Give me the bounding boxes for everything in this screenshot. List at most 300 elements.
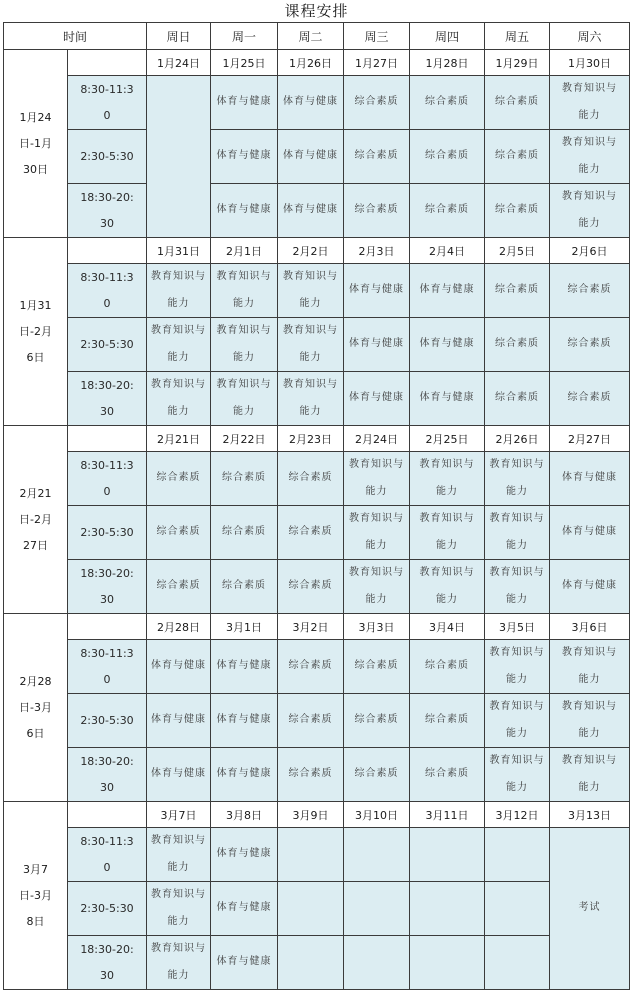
date-cell	[211, 50, 278, 76]
course-cell	[147, 828, 211, 882]
course-cell	[278, 560, 344, 614]
date-cell	[344, 238, 410, 264]
date-cell-text: 2月23日	[289, 432, 333, 446]
course-cell	[344, 748, 410, 802]
time-slot	[68, 936, 147, 990]
course-cell-text: 教育知识与能力	[151, 889, 207, 927]
course-cell-text: 综合素质	[354, 150, 399, 162]
date-cell	[550, 614, 630, 640]
course-cell	[147, 506, 211, 560]
table-row	[4, 76, 630, 130]
course-cell	[278, 640, 344, 694]
course-cell-text: 体育与健康	[216, 660, 272, 672]
time-slot	[68, 264, 147, 318]
date-cell-text: 2月28日	[157, 620, 201, 634]
course-cell	[147, 694, 211, 748]
day-header: 周五	[485, 23, 550, 50]
day-header: 周六	[550, 23, 630, 50]
date-cell-text: 3月6日	[571, 620, 608, 634]
course-cell-text: 教育知识与能力	[489, 459, 545, 497]
course-cell-text: 体育与健康	[283, 150, 339, 162]
course-cell	[410, 372, 485, 426]
course-cell	[278, 372, 344, 426]
time-slot-text: 18:30-20:30	[80, 754, 134, 794]
date-cell-text: 3月13日	[568, 808, 612, 822]
course-cell-empty	[410, 828, 485, 882]
course-cell-text: 综合素质	[495, 338, 540, 350]
course-cell	[410, 76, 485, 130]
date-cell	[550, 50, 630, 76]
course-cell-text: 教育知识与能力	[562, 701, 618, 739]
course-cell	[278, 506, 344, 560]
time-header: 时间	[4, 23, 147, 50]
date-cell	[211, 802, 278, 828]
course-cell	[344, 640, 410, 694]
date-row-spacer	[68, 50, 147, 76]
course-cell-text: 教育知识与能力	[151, 835, 207, 873]
course-cell	[344, 318, 410, 372]
time-slot	[68, 76, 147, 130]
course-cell-text: 教育知识与能力	[349, 459, 405, 497]
course-cell	[147, 640, 211, 694]
course-cell-empty	[278, 828, 344, 882]
course-cell	[211, 318, 278, 372]
date-row-spacer	[68, 802, 147, 828]
date-cell-text: 2月24日	[355, 432, 399, 446]
course-cell	[278, 264, 344, 318]
course-cell	[485, 694, 550, 748]
course-cell	[147, 372, 211, 426]
date-cell	[550, 238, 630, 264]
course-cell-text: 教育知识与能力	[562, 647, 618, 685]
date-cell	[485, 426, 550, 452]
week-label	[4, 50, 68, 238]
course-cell	[410, 506, 485, 560]
course-cell	[278, 452, 344, 506]
course-cell-text: 教育知识与能力	[419, 513, 475, 551]
day-header: 周一	[211, 23, 278, 50]
course-cell	[211, 372, 278, 426]
course-cell-empty	[485, 882, 550, 936]
time-slot	[68, 452, 147, 506]
course-cell	[410, 184, 485, 238]
course-cell	[410, 640, 485, 694]
time-slot-text: 2:30-5:30	[80, 901, 134, 915]
time-slot	[68, 748, 147, 802]
course-cell	[550, 184, 630, 238]
time-slot-text: 18:30-20:30	[80, 378, 134, 418]
course-cell-text: 综合素质	[425, 768, 470, 780]
table-row	[4, 452, 630, 506]
course-cell-empty	[344, 882, 410, 936]
course-cell-text: 综合素质	[288, 714, 333, 726]
table-row	[4, 694, 630, 748]
time-slot-text: 2:30-5:30	[80, 713, 134, 727]
course-cell-text: 综合素质	[495, 392, 540, 404]
week-label	[4, 426, 68, 614]
course-cell-empty	[485, 828, 550, 882]
course-cell	[485, 130, 550, 184]
course-cell	[550, 452, 630, 506]
date-cell-text: 3月5日	[499, 620, 536, 634]
course-cell-text: 综合素质	[425, 660, 470, 672]
course-cell-text: 综合素质	[425, 204, 470, 216]
course-cell-empty	[344, 828, 410, 882]
date-cell-text: 3月4日	[429, 620, 466, 634]
date-cell-text: 3月10日	[355, 808, 399, 822]
table-row	[4, 506, 630, 560]
date-cell-text: 2月4日	[429, 244, 466, 258]
date-cell	[278, 50, 344, 76]
course-cell-text: 综合素质	[354, 660, 399, 672]
course-cell-text: 综合素质	[495, 204, 540, 216]
course-cell-text: 教育知识与能力	[562, 755, 618, 793]
course-cell	[211, 640, 278, 694]
course-cell-text: 综合素质	[156, 580, 201, 592]
table-row	[4, 936, 630, 990]
day-header: 周四	[410, 23, 485, 50]
course-cell-empty	[485, 936, 550, 990]
exam-cell-text: 考试	[578, 902, 601, 914]
course-cell	[550, 560, 630, 614]
date-cell-text: 2月25日	[425, 432, 469, 446]
date-cell-text: 2月5日	[499, 244, 536, 258]
course-cell-text: 教育知识与能力	[151, 271, 207, 309]
time-slot	[68, 560, 147, 614]
course-cell	[147, 560, 211, 614]
course-cell	[278, 318, 344, 372]
header-row	[4, 23, 630, 50]
date-cell-text: 3月7日	[160, 808, 197, 822]
week-label-text: 1月31日-2月6日	[19, 298, 52, 364]
course-cell	[550, 748, 630, 802]
course-cell	[410, 748, 485, 802]
date-cell	[211, 238, 278, 264]
time-slot-text: 8:30-11:30	[80, 646, 134, 686]
course-cell	[410, 130, 485, 184]
course-cell-text: 教育知识与能力	[562, 137, 618, 175]
course-cell-text: 体育与健康	[216, 204, 272, 216]
course-cell-text: 综合素质	[425, 96, 470, 108]
course-cell-text: 教育知识与能力	[283, 325, 339, 363]
course-cell	[278, 694, 344, 748]
date-row	[4, 614, 630, 640]
date-cell	[410, 426, 485, 452]
course-cell	[278, 130, 344, 184]
course-cell	[485, 748, 550, 802]
date-cell	[278, 426, 344, 452]
course-cell-empty	[147, 76, 211, 238]
date-cell	[147, 238, 211, 264]
table-row	[4, 184, 630, 238]
date-cell-text: 3月3日	[358, 620, 395, 634]
time-slot-text: 2:30-5:30	[80, 337, 134, 351]
course-cell-text: 体育与健康	[216, 768, 272, 780]
course-cell-text: 综合素质	[495, 150, 540, 162]
course-cell-text: 体育与健康	[151, 660, 207, 672]
date-cell-text: 1月25日	[222, 56, 266, 70]
course-cell-empty	[344, 936, 410, 990]
course-cell	[344, 560, 410, 614]
date-cell	[485, 802, 550, 828]
course-cell-text: 综合素质	[222, 580, 267, 592]
course-cell-text: 教育知识与能力	[489, 701, 545, 739]
course-cell-text: 体育与健康	[216, 96, 272, 108]
course-cell-text: 体育与健康	[349, 284, 405, 296]
course-cell-text: 体育与健康	[216, 150, 272, 162]
date-cell	[410, 614, 485, 640]
course-cell-text: 综合素质	[425, 150, 470, 162]
course-cell-text: 综合素质	[354, 768, 399, 780]
time-slot-text: 8:30-11:30	[80, 834, 134, 874]
course-cell	[211, 936, 278, 990]
course-cell	[485, 452, 550, 506]
course-cell-text: 体育与健康	[216, 902, 272, 914]
course-cell	[410, 694, 485, 748]
course-cell	[211, 882, 278, 936]
date-cell	[410, 802, 485, 828]
course-cell	[211, 506, 278, 560]
course-cell	[550, 76, 630, 130]
course-cell	[147, 264, 211, 318]
time-slot	[68, 130, 147, 184]
course-cell	[278, 184, 344, 238]
course-cell-text: 体育与健康	[419, 392, 475, 404]
course-cell	[550, 372, 630, 426]
date-cell-text: 3月1日	[226, 620, 263, 634]
date-cell	[344, 802, 410, 828]
date-cell	[485, 238, 550, 264]
course-cell-empty	[410, 936, 485, 990]
course-cell-text: 体育与健康	[419, 338, 475, 350]
date-row-spacer	[68, 614, 147, 640]
course-cell-text: 体育与健康	[216, 714, 272, 726]
table-row	[4, 264, 630, 318]
course-cell	[550, 506, 630, 560]
course-cell-text: 教育知识与能力	[151, 379, 207, 417]
course-cell-text: 体育与健康	[562, 580, 618, 592]
course-cell	[344, 76, 410, 130]
course-cell	[147, 936, 211, 990]
week-label-text: 3月7日-3月8日	[19, 862, 52, 928]
day-header: 周二	[278, 23, 344, 50]
time-slot-text: 18:30-20:30	[80, 942, 134, 982]
date-cell-text: 2月26日	[495, 432, 539, 446]
course-cell	[485, 76, 550, 130]
course-cell-text: 综合素质	[567, 392, 612, 404]
date-cell-text: 2月6日	[571, 244, 608, 258]
course-cell	[550, 640, 630, 694]
course-cell-text: 综合素质	[288, 580, 333, 592]
course-cell-text: 综合素质	[354, 204, 399, 216]
course-cell-text: 教育知识与能力	[562, 191, 618, 229]
table-row	[4, 882, 630, 936]
date-cell-text: 2月1日	[226, 244, 263, 258]
schedule-table	[3, 22, 630, 990]
date-cell	[211, 614, 278, 640]
course-cell	[410, 318, 485, 372]
course-cell	[278, 748, 344, 802]
week-label-text: 2月28日-3月6日	[19, 674, 52, 740]
week-label	[4, 614, 68, 802]
date-cell	[278, 614, 344, 640]
time-slot	[68, 828, 147, 882]
time-slot-text: 8:30-11:30	[80, 458, 134, 498]
course-cell	[485, 560, 550, 614]
date-cell-text: 3月8日	[226, 808, 263, 822]
course-cell	[278, 76, 344, 130]
table-row	[4, 318, 630, 372]
date-cell-text: 1月24日	[157, 56, 201, 70]
date-cell-text: 1月26日	[289, 56, 333, 70]
date-row	[4, 238, 630, 264]
course-cell-text: 体育与健康	[151, 714, 207, 726]
date-cell	[550, 802, 630, 828]
date-cell	[410, 238, 485, 264]
course-cell-text: 综合素质	[288, 768, 333, 780]
date-cell	[278, 802, 344, 828]
course-cell	[410, 452, 485, 506]
course-cell-empty	[410, 882, 485, 936]
date-cell	[410, 50, 485, 76]
course-cell-empty	[278, 882, 344, 936]
course-cell-text: 教育知识与能力	[283, 271, 339, 309]
course-cell-text: 教育知识与能力	[489, 647, 545, 685]
date-cell-text: 2月21日	[157, 432, 201, 446]
time-slot	[68, 640, 147, 694]
course-cell	[147, 882, 211, 936]
course-cell	[410, 264, 485, 318]
course-cell-text: 体育与健康	[283, 96, 339, 108]
date-cell	[485, 614, 550, 640]
course-cell	[147, 452, 211, 506]
table-row	[4, 748, 630, 802]
date-cell-text: 1月30日	[568, 56, 612, 70]
date-cell	[211, 426, 278, 452]
course-cell-text: 综合素质	[288, 660, 333, 672]
date-cell	[147, 50, 211, 76]
table-row	[4, 828, 630, 882]
date-row	[4, 802, 630, 828]
date-cell-text: 1月29日	[495, 56, 539, 70]
course-cell	[344, 506, 410, 560]
time-slot-text: 2:30-5:30	[80, 149, 134, 163]
course-cell-text: 综合素质	[156, 526, 201, 538]
date-cell	[344, 426, 410, 452]
course-cell	[550, 694, 630, 748]
course-cell-text: 体育与健康	[151, 768, 207, 780]
course-cell-text: 教育知识与能力	[419, 567, 475, 605]
course-cell	[147, 748, 211, 802]
course-cell-text: 教育知识与能力	[489, 755, 545, 793]
course-cell-text: 体育与健康	[349, 392, 405, 404]
time-slot	[68, 318, 147, 372]
time-slot-text: 18:30-20:30	[80, 190, 134, 230]
course-cell-text: 综合素质	[567, 338, 612, 350]
course-cell-text: 教育知识与能力	[489, 513, 545, 551]
course-cell-text: 体育与健康	[283, 204, 339, 216]
course-cell	[485, 640, 550, 694]
table-row	[4, 560, 630, 614]
course-cell-text: 教育知识与能力	[151, 325, 207, 363]
course-cell	[485, 372, 550, 426]
date-cell	[147, 426, 211, 452]
course-cell	[485, 184, 550, 238]
course-cell-text: 体育与健康	[216, 956, 272, 968]
course-cell-text: 教育知识与能力	[216, 271, 272, 309]
date-cell	[485, 50, 550, 76]
page-title: 课程安排	[284, 2, 349, 20]
course-cell-text: 教育知识与能力	[216, 325, 272, 363]
course-cell	[550, 318, 630, 372]
time-slot-text: 2:30-5:30	[80, 525, 134, 539]
course-cell	[211, 560, 278, 614]
course-cell	[550, 130, 630, 184]
course-cell-text: 综合素质	[156, 472, 201, 484]
course-cell-text: 教育知识与能力	[283, 379, 339, 417]
date-row	[4, 50, 630, 76]
date-cell	[344, 50, 410, 76]
time-slot	[68, 372, 147, 426]
course-cell	[211, 76, 278, 130]
table-row	[4, 372, 630, 426]
course-cell	[211, 184, 278, 238]
course-cell	[485, 264, 550, 318]
time-slot	[68, 694, 147, 748]
course-cell	[344, 130, 410, 184]
course-cell-text: 综合素质	[495, 284, 540, 296]
course-cell	[211, 264, 278, 318]
date-cell	[344, 614, 410, 640]
day-header: 周三	[344, 23, 410, 50]
week-label	[4, 238, 68, 426]
time-slot	[68, 882, 147, 936]
date-cell-text: 3月12日	[495, 808, 539, 822]
course-cell-text: 体育与健康	[562, 526, 618, 538]
date-cell-text: 3月9日	[292, 808, 329, 822]
table-row	[4, 130, 630, 184]
course-cell	[485, 318, 550, 372]
date-cell-text: 3月2日	[292, 620, 329, 634]
course-cell-text: 体育与健康	[562, 472, 618, 484]
exam-cell	[550, 828, 630, 990]
course-cell	[344, 452, 410, 506]
week-label-text: 2月21日-2月27日	[19, 486, 52, 552]
course-cell	[344, 264, 410, 318]
time-slot	[68, 184, 147, 238]
course-cell-text: 教育知识与能力	[349, 513, 405, 551]
course-cell-text: 综合素质	[288, 526, 333, 538]
time-slot	[68, 506, 147, 560]
course-cell-text: 体育与健康	[419, 284, 475, 296]
course-cell	[211, 130, 278, 184]
date-row-spacer	[68, 238, 147, 264]
course-cell	[485, 506, 550, 560]
week-label	[4, 802, 68, 990]
course-cell-text: 综合素质	[288, 472, 333, 484]
course-cell-text: 教育知识与能力	[151, 943, 207, 981]
date-cell-text: 2月22日	[222, 432, 266, 446]
time-slot-text: 8:30-11:30	[80, 270, 134, 310]
time-slot-text: 18:30-20:30	[80, 566, 134, 606]
date-cell-text: 1月27日	[355, 56, 399, 70]
week-label-text: 1月24日-1月30日	[19, 110, 52, 176]
time-slot-text: 8:30-11:30	[80, 82, 134, 122]
course-cell-text: 综合素质	[222, 472, 267, 484]
date-cell-text: 2月27日	[568, 432, 612, 446]
date-cell-text: 1月28日	[425, 56, 469, 70]
course-cell-text: 综合素质	[495, 96, 540, 108]
